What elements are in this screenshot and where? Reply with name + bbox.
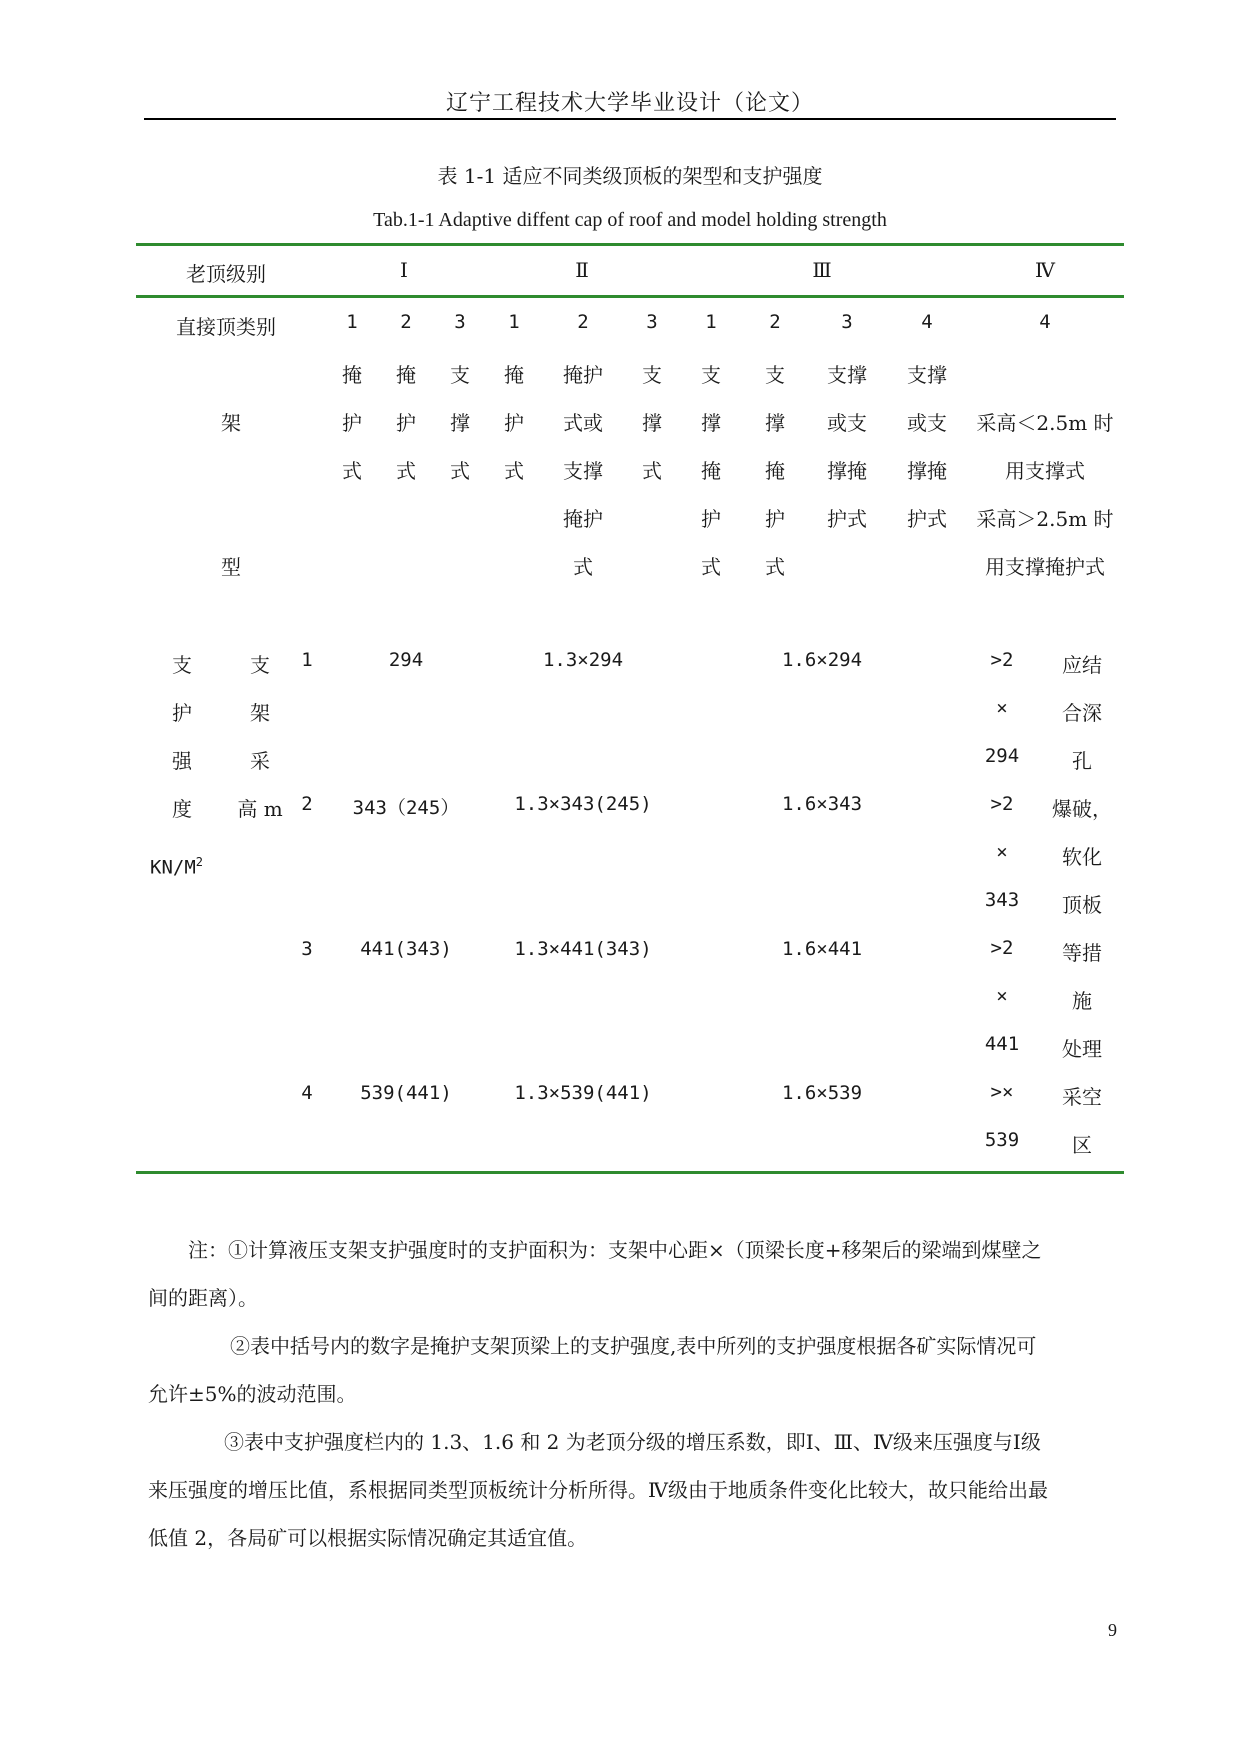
support-type-col9-line-4: 护式 [827,507,867,531]
strength-g3-h3: 1.6×441 [781,938,863,960]
grade4-note-line-11: 区 [1072,1133,1092,1157]
support-type-col6-line-2: 撑 [642,411,662,435]
grade4-note-line-7: 等措 [1062,941,1102,965]
height-label-1: 支 [250,653,270,677]
support-type-col7-line-4: 护 [701,507,721,531]
support-type-col3-line-3: 式 [450,459,470,483]
head-grade-4: Ⅳ [1035,258,1055,282]
height-1: 1 [301,649,313,671]
grade4-note-line-3: 孔 [1072,749,1092,773]
type-label-1: 架 [221,411,241,435]
note-3-line-3: 低值 2，各局矿可以根据实际情况确定其适宜值。 [148,1526,588,1550]
support-type-col1-line-1: 掩 [342,363,362,387]
height-label-3: 采 [250,749,270,773]
support-type-col7-line-3: 掩 [701,459,721,483]
support-type-col5-line-2: 式或 [563,411,603,435]
table-head-rule [136,295,1124,298]
grade4-note-line-5: 软化 [1062,845,1102,869]
strength-g4-line-9: 441 [984,1033,1020,1055]
support-type-col5-line-5: 式 [573,555,593,579]
support-type-col2-line-2: 护 [396,411,416,435]
strength-label-3: 强 [172,749,192,773]
support-type-col10-line-3: 撑掩 [907,459,947,483]
immediate-cat-1: 1 [346,311,358,333]
support-type-col11-line-3: 采高＞2.5m 时 [976,507,1114,531]
grade4-note-line-4: 爆破， [1052,797,1112,821]
support-type-col3-line-1: 支 [450,363,470,387]
strength-g4-line-2: × [996,697,1008,719]
immediate-cat-6: 3 [646,311,658,333]
support-type-col3-line-2: 撑 [450,411,470,435]
head-grade-2: Ⅱ [575,258,589,282]
support-type-col4-line-3: 式 [504,459,524,483]
strength-g3-h1: 1.6×294 [781,649,863,671]
strength-g4-line-6: 343 [984,889,1020,911]
grade4-note-line-9: 处理 [1062,1037,1102,1061]
strength-unit: $KN/M^2$ [150,855,203,879]
immediate-cat-8: 2 [769,311,781,333]
height-2: 2 [301,793,313,815]
height-3: 3 [301,938,313,960]
table-top-rule [136,243,1124,246]
support-type-col4-line-1: 掩 [504,363,524,387]
support-type-col9-line-2: 或支 [827,411,867,435]
strength-g2-h1: 1.3×294 [542,649,624,671]
height-4: 4 [301,1082,313,1104]
height-label-2: 架 [250,701,270,725]
support-type-col4-line-2: 护 [504,411,524,435]
support-type-col8-line-2: 撑 [765,411,785,435]
support-type-col8-line-3: 掩 [765,459,785,483]
support-type-col5-line-1: 掩护 [563,363,603,387]
support-type-col10-line-4: 护式 [907,507,947,531]
immediate-label: 直接顶类别 [176,315,276,339]
header-rule [144,118,1116,120]
strength-label-2: 护 [172,701,192,725]
support-type-col1-line-3: 式 [342,459,362,483]
immediate-cat-4: 1 [508,311,520,333]
support-type-col1-line-2: 护 [342,411,362,435]
support-type-col6-line-1: 支 [642,363,662,387]
strength-g2-h4: 1.3×539(441) [514,1082,652,1104]
head-label: 老顶级别 [186,262,266,286]
support-type-col5-line-3: 支撑 [563,459,603,483]
support-type-col2-line-1: 掩 [396,363,416,387]
table-bottom-rule [136,1171,1124,1174]
strength-g2-h3: 1.3×441(343) [514,938,652,960]
immediate-cat-7: 1 [705,311,717,333]
strength-g1-h4: 539(441) [360,1082,452,1104]
immediate-cat-11: 4 [1039,311,1051,333]
height-label-4: 高 m [237,797,283,821]
strength-g4-line-10: >× [990,1081,1014,1103]
strength-g3-h4: 1.6×539 [781,1082,863,1104]
strength-g4-line-11: 539 [984,1129,1020,1151]
strength-g1-h3: 441(343) [360,938,452,960]
support-type-col11-line-1: 采高＜2.5m 时 [976,411,1114,435]
page-header-title: 辽宁工程技术大学毕业设计（论文） [445,91,815,116]
table-caption-cn: 表 1-1 适应不同类级顶板的架型和支护强度 [437,164,823,188]
support-type-col8-line-1: 支 [765,363,785,387]
strength-g4-line-4: >2 [990,793,1014,815]
note-1-line-1: 注：①计算液压支架支护强度时的支护面积为：支架中心距×（顶梁长度+移架后的梁端到煤壁之 [188,1238,1042,1262]
immediate-cat-3: 3 [454,311,466,333]
type-label-2: 型 [221,555,241,579]
support-type-col11-line-4: 用支撑掩护式 [985,555,1105,579]
strength-g4-line-5: × [996,841,1008,863]
grade4-note-line-10: 采空 [1062,1085,1102,1109]
strength-g1-h1: 294 [388,649,424,671]
grade4-note-line-2: 合深 [1062,701,1102,725]
page-number: 9 [1108,1620,1117,1640]
note-3-line-1: ③表中支护强度栏内的 1.3、1.6 和 2 为老顶分级的增压系数，即Ⅰ、Ⅲ、Ⅳ级来压强度与Ⅰ级 [224,1430,1041,1454]
support-type-col2-line-3: 式 [396,459,416,483]
strength-g3-h2: 1.6×343 [781,793,863,815]
grade4-note-line-1: 应结 [1062,653,1102,677]
support-type-col7-line-2: 撑 [701,411,721,435]
strength-g4-line-1: >2 [990,649,1014,671]
support-type-col7-line-5: 式 [701,555,721,579]
strength-label-1: 支 [172,653,192,677]
support-type-col10-line-2: 或支 [907,411,947,435]
strength-g1-h2: 343（245） [352,797,460,819]
note-2-line-2: 允许±5%的波动范围。 [148,1382,357,1406]
strength-g4-line-3: 294 [984,745,1020,767]
immediate-cat-9: 3 [841,311,853,333]
strength-g2-h2: 1.3×343(245) [514,793,652,815]
grade4-note-line-6: 顶板 [1062,893,1102,917]
head-grade-3: Ⅲ [812,258,832,282]
support-type-col8-line-5: 式 [765,555,785,579]
support-type-col9-line-1: 支撑 [827,363,867,387]
head-grade-1: Ⅰ [400,258,408,282]
strength-g4-line-8: × [996,985,1008,1007]
immediate-cat-5: 2 [577,311,589,333]
immediate-cat-10: 4 [921,311,933,333]
grade4-note-line-8: 施 [1072,989,1092,1013]
support-type-col9-line-3: 撑掩 [827,459,867,483]
immediate-cat-2: 2 [400,311,412,333]
support-type-col7-line-1: 支 [701,363,721,387]
support-type-col8-line-4: 护 [765,507,785,531]
table-caption-en: Tab.1-1 Adaptive diffent cap of roof and model holding strength [373,209,887,231]
strength-g4-line-7: >2 [990,937,1014,959]
support-type-col10-line-1: 支撑 [907,363,947,387]
note-3-line-2: 来压强度的增压比值，系根据同类型顶板统计分析所得。Ⅳ级由于地质条件变化比较大，故只能给出最 [148,1478,1048,1502]
support-type-col5-line-4: 掩护 [563,507,603,531]
note-2-line-1: ②表中括号内的数字是掩护支架顶梁上的支护强度,表中所列的支护强度根据各矿实际情况可 [230,1334,1037,1358]
note-1-line-2: 间的距离）。 [148,1286,258,1310]
strength-label-4: 度 [172,797,192,821]
support-type-col6-line-3: 式 [642,459,662,483]
support-type-col11-line-2: 用支撑式 [1005,459,1085,483]
